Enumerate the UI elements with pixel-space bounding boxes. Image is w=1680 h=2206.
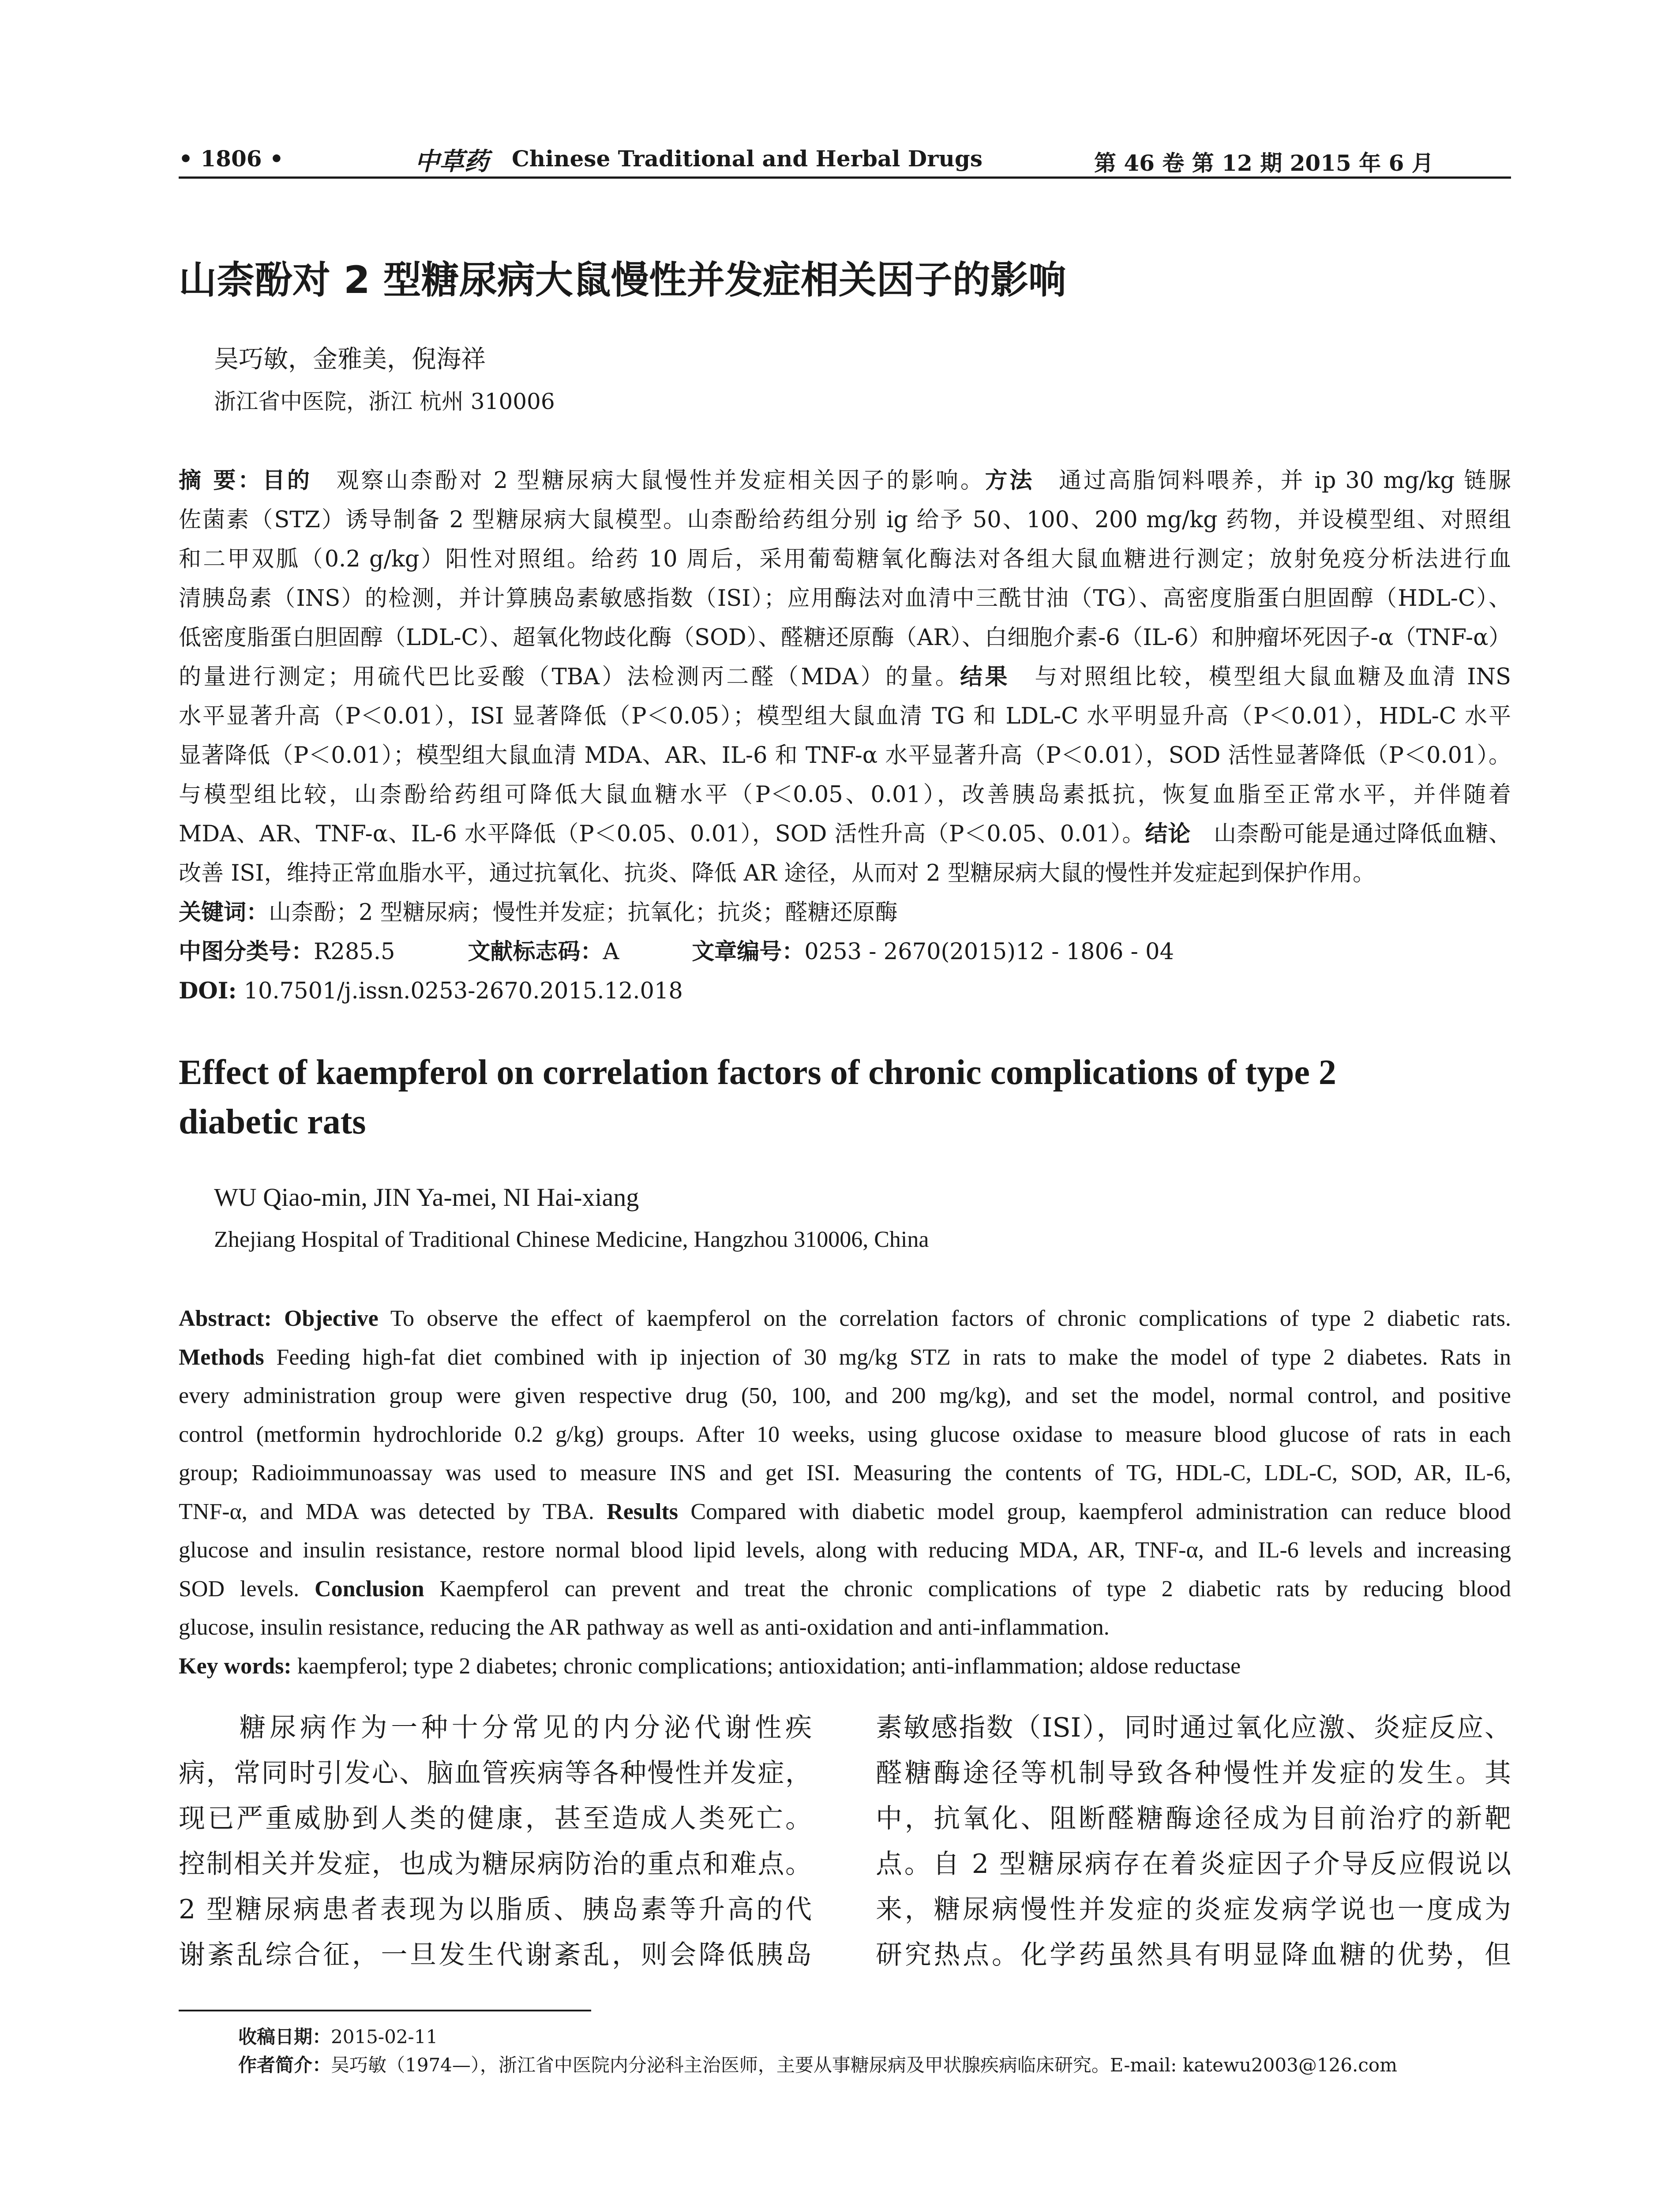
abstract-en-line: [179, 1493, 1511, 1531]
abstract-en-text: Kaempferol can prevent and treat the chronic complications of type 2 diabetic rats by reducing blood: [439, 1576, 1511, 1602]
keywords-cn-label: 关键词：: [179, 900, 269, 926]
abstract-cn-line: 佐菌素（STZ）诱导制备 2 型糖尿病大鼠模型。山柰酚给药组分别 ig 给予 50、100、200 mg/kg 药物，并设模型组、对照组: [179, 507, 1511, 533]
classification-line: [179, 932, 1511, 972]
abstract-cn-text: 与对照组比较，模型组大鼠血糖及血清 INS: [1035, 664, 1511, 690]
body-column-right: [876, 1705, 1511, 1978]
body-line: 现已严重威胁到人类的健康，甚至造成人类死亡。: [179, 1803, 812, 1834]
authors-en: WU Qiao-min, JIN Ya-mei, NI Hai-xiang: [214, 1183, 639, 1212]
received-date: [238, 2023, 1397, 2051]
abstract-cn-line: 水平显著升高（P＜0.01），ISI 显著降低（P＜0.05）；模型组大鼠血清 TG 和 LDL-C 水平明显升高（P＜0.01），HDL-C 水平: [179, 703, 1511, 729]
page-number: • 1806 •: [179, 146, 284, 172]
body-line: 点。自 2 型糖尿病存在着炎症因子介导反应假说以: [876, 1849, 1511, 1880]
keywords-en-label: Key words:: [179, 1653, 292, 1679]
abstract-en: [179, 1299, 1511, 1685]
clc-value: R285.5: [314, 939, 395, 965]
body-line: 素敏感指数（ISI），同时通过氧化应激、炎症反应、: [876, 1712, 1511, 1743]
label-results-cn: 结果: [960, 664, 1010, 690]
label-objective-cn: 摘 要：目的: [179, 468, 312, 494]
abstract-cn-text: MDA、AR、TNF-α、IL-6 水平降低（P＜0.05、0.01），SOD 活性升高（P＜0.05、0.01）。: [179, 821, 1145, 847]
abstract-cn-line: [179, 461, 1511, 500]
affiliation-cn: 浙江省中医院，浙江 杭州 310006: [214, 389, 555, 414]
keywords-cn: [179, 893, 1511, 932]
body-line: 来，糖尿病慢性并发症的炎症发病学说也一度成为: [876, 1894, 1511, 1925]
footnote-rule: [179, 2010, 591, 2011]
doc-code-label: 文献标志码：: [468, 939, 603, 965]
abstract-cn-text: 通过高脂饲料喂养，并 ip 30 mg/kg 链脲: [1059, 468, 1511, 494]
body-line: 谢紊乱综合征，一旦发生代谢紊乱，则会降低胰岛: [179, 1940, 812, 1970]
clc-label: 中图分类号：: [179, 939, 314, 965]
label-methods-cn: 方法: [985, 468, 1035, 494]
label-conclusion-cn: 结论: [1145, 821, 1191, 847]
abstract-en-line: [179, 1299, 1511, 1338]
abstract-cn-line: [179, 657, 1511, 697]
abstract-en-text: SOD levels.: [179, 1576, 300, 1602]
abstract-en-text: Compared with diabetic model group, kaempferol administration can reduce blood: [690, 1499, 1511, 1524]
abstract-cn-line: 改善 ISI，维持正常血脂水平，通过抗氧化、抗炎、降低 AR 途径，从而对 2 型糖尿病大鼠的慢性并发症起到保护作用。: [179, 860, 1375, 886]
authors-cn: 吴巧敏，金雅美，倪海祥: [214, 345, 486, 374]
abstract-cn-line: 和二甲双胍（0.2 g/kg）阳性对照组。给药 10 周后，采用葡萄糖氧化酶法对各组大鼠血糖进行测定；放射免疫分析法进行血: [179, 546, 1511, 572]
body-column-left: [179, 1705, 812, 1978]
abstract-en-line: glucose, insulin resistance, reducing the AR pathway as well as anti-oxidation and anti-inflammation.: [179, 1615, 1110, 1640]
abstract-en-line: control (metformin hydrochloride 0.2 g/kg) groups. After 10 weeks, using glucose oxidase to measure blood glucose of rats in each: [179, 1422, 1511, 1447]
body-line: 糖尿病作为一种十分常见的内分泌代谢性疾: [179, 1712, 812, 1743]
label-conclusion-en: Conclusion: [315, 1576, 424, 1602]
abstract-cn-text: 观察山柰酚对 2 型糖尿病大鼠慢性并发症相关因子的影响。: [336, 468, 985, 494]
author-bio-label: 作者简介：: [238, 2054, 331, 2076]
body-line: 2 型糖尿病患者表现为以脂质、胰岛素等升高的代: [179, 1894, 812, 1925]
abstract-cn-text: 山柰酚可能是通过降低血糖、: [1214, 821, 1511, 847]
received-value: 2015-02-11: [331, 2026, 438, 2048]
article-number-label: 文章编号：: [692, 939, 805, 965]
received-label: 收稿日期：: [238, 2026, 331, 2048]
title-en-line: diabetic rats: [179, 1103, 366, 1141]
abstract-cn-line: 与模型组比较，山柰酚给药组可降低大鼠血糖水平（P＜0.05、0.01），改善胰岛素抵抗，恢复血脂至正常水平，并伴随着: [179, 782, 1511, 808]
body-line: 中，抗氧化、阻断醛糖酶途径成为目前治疗的新靶: [876, 1803, 1511, 1834]
affiliation-en: Zhejiang Hospital of Traditional Chinese Medicine, Hangzhou 310006, China: [214, 1227, 929, 1252]
title-en-line: Effect of kaempferol on correlation factors of chronic complications of type 2: [179, 1053, 1336, 1092]
abstract-en-line: glucose and insulin resistance, restore normal blood lipid levels, along with reducing MDA, AR, TNF-α, and IL-6 levels and increasing: [179, 1538, 1511, 1563]
abstract-cn-line: 显著降低（P＜0.01）；模型组大鼠血清 MDA、AR、IL-6 和 TNF-α 水平显著升高（P＜0.01），SOD 活性显著降低（P＜0.01）。: [179, 743, 1511, 769]
body-line: 醛糖酶途径等机制导致各种慢性并发症的发生。其: [876, 1758, 1511, 1789]
author-bio-text: 吴巧敏（1974—），浙江省中医院内分泌科主治医师，主要从事糖尿病及甲状腺疾病临床研究。E-mail: katewu2003@126.com: [331, 2054, 1398, 2076]
abstract-en-text: TNF-α, and MDA was detected by TBA.: [179, 1499, 594, 1524]
body-line: 病，常同时引发心、脑血管疾病等各种慢性并发症，: [179, 1758, 812, 1789]
abstract-cn-line: [179, 814, 1511, 854]
abstract-cn-text: 的量进行测定；用硫代巴比妥酸（TBA）法检测丙二醛（MDA）的量。: [179, 664, 960, 690]
keywords-en: [179, 1647, 1511, 1686]
header-rule: [179, 176, 1511, 179]
label-objective-en: Abstract: Objective: [179, 1306, 379, 1331]
abstract-cn-line: 低密度脂蛋白胆固醇（LDL-C）、超氧化物歧化酶（SOD）、醛糖还原酶（AR）、白细胞介素-6（IL-6）和肿瘤坏死因子-α（TNF-α）: [179, 625, 1511, 651]
abstract-en-line: group; Radioimmunoassay was used to measure INS and get ISI. Measuring the contents of TG, HDL-C, LDL-C, SOD, AR, IL-6,: [179, 1460, 1511, 1486]
abstract-cn-line: 清胰岛素（INS）的检测，并计算胰岛素敏感指数（ISI）；应用酶法对血清中三酰甘油（TG）、高密度脂蛋白胆固醇（HDL-C）、: [179, 585, 1511, 612]
volume-issue: 第 46 卷 第 12 期 2015 年 6 月: [1094, 150, 1434, 176]
article-number-value: 0253 - 2670(2015)12 - 1806 - 04: [804, 939, 1174, 965]
abstract-en-text: Feeding high-fat diet combined with ip injection of 30 mg/kg STZ in rats to make the model of type 2 diabetes. Rats in: [276, 1344, 1511, 1370]
doc-code-value: A: [603, 939, 619, 965]
keywords-en-text: kaempferol; type 2 diabetes; chronic complications; antioxidation; anti-inflammation; aldose reductase: [297, 1653, 1241, 1679]
running-header: [179, 142, 1511, 176]
abstract-cn: [179, 461, 1511, 1011]
body-line: 研究热点。化学药虽然具有明显降血糖的优势，但: [876, 1940, 1511, 1970]
title-en: [179, 1048, 1336, 1147]
keywords-cn-text: 山柰酚；2 型糖尿病；慢性并发症；抗氧化；抗炎；醛糖还原酶: [269, 900, 898, 926]
doi-line: [179, 972, 1511, 1011]
label-results-en: Results: [607, 1499, 678, 1524]
body-line: 控制相关并发症，也成为糖尿病防治的重点和难点。: [179, 1849, 812, 1880]
abstract-en-line: [179, 1570, 1511, 1609]
abstract-en-line: every administration group were given respective drug (50, 100, and 200 mg/kg), and set the model, normal control, and positive: [179, 1383, 1511, 1408]
doi-label: DOI:: [179, 978, 237, 1004]
abstract-en-line: [179, 1338, 1511, 1377]
label-methods-en: Methods: [179, 1344, 264, 1370]
journal-logo-cn: 中草药: [415, 147, 489, 176]
title-cn: 山柰酚对 2 型糖尿病大鼠慢性并发症相关因子的影响: [179, 258, 1066, 302]
footnote: [238, 2023, 1397, 2079]
abstract-en-text: To observe the effect of kaempferol on the correlation factors of chronic complications of type 2 diabetic rats.: [390, 1306, 1511, 1331]
journal-name: Chinese Traditional and Herbal Drugs: [512, 146, 982, 172]
author-bio: [238, 2051, 1397, 2079]
doi-value: 10.7501/j.issn.0253-2670.2015.12.018: [244, 978, 683, 1004]
